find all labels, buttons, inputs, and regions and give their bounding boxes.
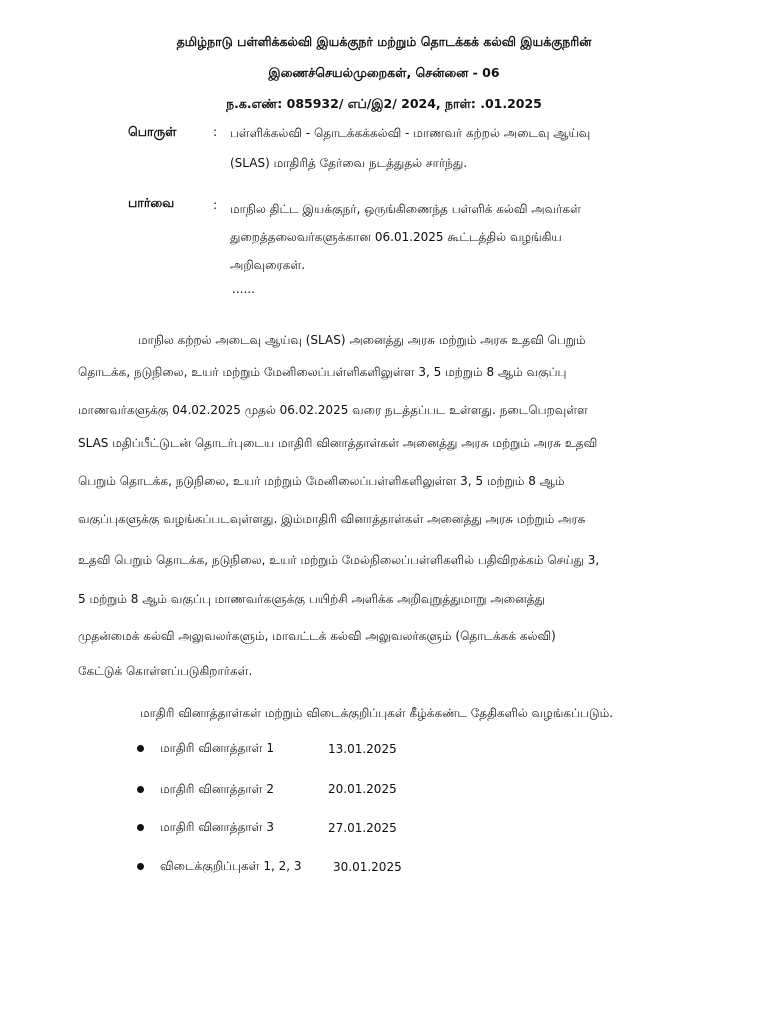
schedule-item: மாதிரி வினாத்தாள் 3 bbox=[160, 820, 274, 834]
schedule-intro: மாதிரி வினாத்தாள்கள் மற்றும் விடைக்குறிப்புகள் கீழ்க்கண்ட தேதிகளில் வழங்கப்படும். bbox=[140, 706, 614, 720]
body-line: மாநில கற்றல் அடைவு ஆய்வு (SLAS) அனைத்து அரசு மற்றும் அரசு உதவி பெறும் bbox=[138, 333, 586, 347]
reference-dots: ...... bbox=[232, 282, 255, 296]
reference-line: துறைத்தலைவர்களுக்கான 06.01.2025 கூட்டத்தில் வழங்கிய bbox=[230, 230, 562, 244]
reference-label: பார்வை bbox=[128, 195, 175, 210]
body-line: SLAS மதிப்பீட்டுடன் தொடர்புடைய மாதிரி வினாத்தாள்கள் அனைத்து அரசு மற்றும் அரசு உதவி bbox=[78, 436, 598, 450]
schedule-item: விடைக்குறிப்புகள் 1, 2, 3 bbox=[160, 859, 302, 873]
schedule-date: 27.01.2025 bbox=[328, 821, 397, 835]
subject-colon: : bbox=[213, 124, 218, 139]
body-line: உதவி பெறும் தொடக்க, நடுநிலை, உயர் மற்றும் மேல்நிலைப்பள்ளிகளில் பதிவிறக்கம் செய்து 3, bbox=[78, 553, 600, 567]
subject-line: (SLAS) மாதிரித் தேர்வை நடத்துதல் சார்ந்து. bbox=[230, 156, 468, 170]
schedule-item: மாதிரி வினாத்தாள் 2 bbox=[160, 782, 274, 796]
schedule-item: மாதிரி வினாத்தாள் 1 bbox=[160, 741, 274, 755]
bullet-icon bbox=[137, 824, 144, 831]
subject-line: பள்ளிக்கல்வி - தொடக்கக்கல்வி - மாணவர் கற்றல் அடைவு ஆய்வு bbox=[230, 126, 591, 140]
header-title-line2: இணைச்செயல்முறைகள், சென்னை - 06 bbox=[268, 65, 500, 80]
body-line: 5 மற்றும் 8 ஆம் வகுப்பு மாணவர்களுக்கு பயிற்சி அளிக்க அறிவுறுத்துமாறு அனைத்து bbox=[78, 592, 545, 606]
body-line: பெறும் தொடக்க, நடுநிலை, உயர் மற்றும் மேனிலைப்பள்ளிகளிலுள்ள 3, 5 மற்றும் 8 ஆம் bbox=[78, 474, 565, 488]
schedule-date: 30.01.2025 bbox=[333, 860, 402, 874]
schedule-date: 13.01.2025 bbox=[328, 742, 397, 756]
reference-line: அறிவுரைகள். bbox=[230, 258, 306, 272]
subject-label: பொருள் bbox=[128, 124, 177, 139]
body-line: முதன்மைக் கல்வி அலுவலர்களும், மாவட்டக் கல்வி அலுவலர்களும் (தொடக்கக் கல்வி) bbox=[78, 629, 556, 643]
body-line: மாணவர்களுக்கு 04.02.2025 முதல் 06.02.2025 வரை நடத்தப்பட உள்ளது. நடைபெறவுள்ள bbox=[78, 403, 588, 417]
reference-number: ந.க.எண்: 085932/ எப்/இ2/ 2024, நாள்: .01.2025 bbox=[226, 96, 542, 111]
bullet-icon bbox=[137, 745, 144, 752]
reference-colon: : bbox=[213, 197, 218, 212]
header-title-line1: தமிழ்நாடு பள்ளிக்கல்வி இயக்குநர் மற்றும் தொடக்கக் கல்வி இயக்குநரின் bbox=[176, 34, 592, 49]
body-line: வகுப்புகளுக்கு வழங்கப்படவுள்ளது. இம்மாதிரி வினாத்தாள்கள் அனைத்து அரசு மற்றும் அரசு bbox=[78, 512, 586, 526]
bullet-icon bbox=[137, 863, 144, 870]
body-line: தொடக்க, நடுநிலை, உயர் மற்றும் மேனிலைப்பள்ளிகளிலுள்ள 3, 5 மற்றும் 8 ஆம் வகுப்பு bbox=[78, 365, 567, 379]
schedule-date: 20.01.2025 bbox=[328, 782, 397, 796]
reference-line: மாநில திட்ட இயக்குநர், ஒருங்கிணைந்த பள்ளிக் கல்வி அவர்கள் bbox=[230, 202, 581, 216]
bullet-icon bbox=[137, 786, 144, 793]
body-line: கேட்டுக் கொள்ளப்படுகிறார்கள். bbox=[78, 664, 253, 678]
